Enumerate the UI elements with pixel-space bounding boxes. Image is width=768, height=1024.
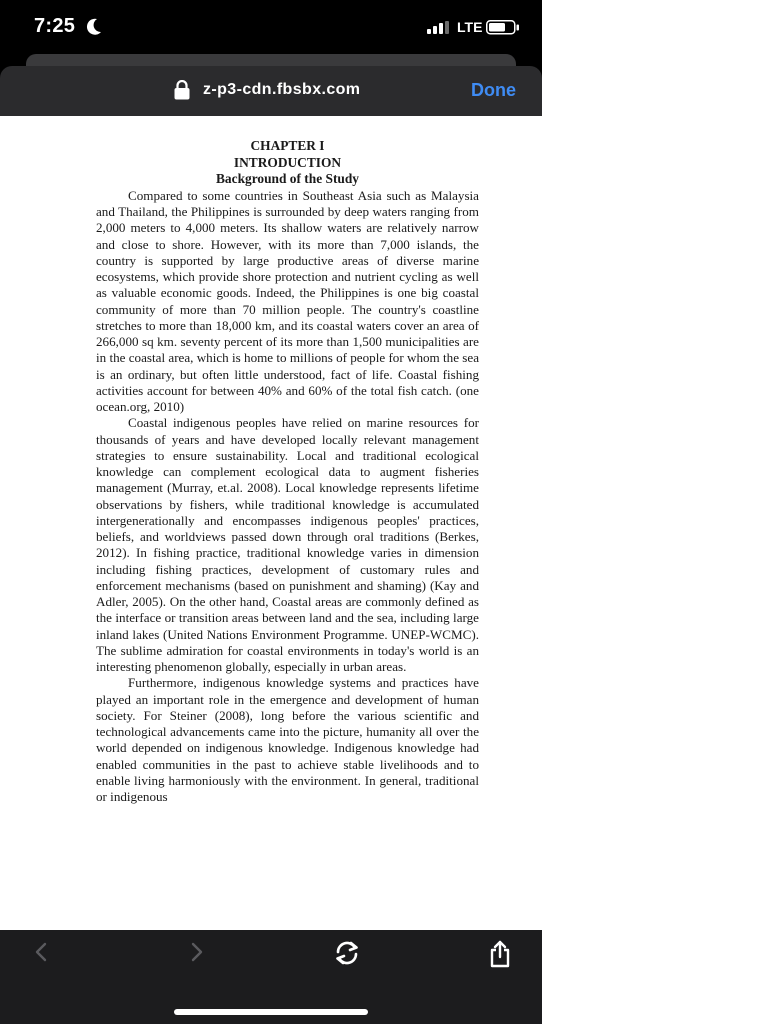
signal-icon	[427, 21, 449, 34]
document-page	[96, 138, 479, 805]
document-view[interactable]	[0, 116, 542, 930]
home-indicator[interactable]	[174, 1009, 368, 1015]
back-button[interactable]	[30, 940, 54, 969]
paragraph: Coastal indigenous peoples have relied on marine resources for thousands of years and have developed locally relevant management strategies to ensure sustainability. Local and traditional ecological knowledge can complement ecological data to augment fisheries management (Murray, et.al. 2008). Local knowledge represents lifetime observations by fishers, while traditional knowledge is accumulated intergenerationally and encompasses indigenous peoples' practices, beliefs, and worldviews passed down through oral traditions (Berkes, 2012). In fishing practice, traditional knowledge varies in dimension including fishing practices, development of customary rules and enforcement mechanisms (based on punishment and shaming) (Kay and Adler, 2005). On the other hand, Coastal areas are commonly defined as the interface or transition areas between land and the sea, including large inland lakes (United Nations Environment Programme. UNEP-WCMC). The sublime admiration for coastal environments in today's world is an interesting phenomenon globally, especially in urban areas.	[96, 415, 479, 675]
lock-icon	[174, 80, 190, 100]
refresh-icon	[332, 940, 362, 966]
status-time: 7:25	[34, 15, 76, 37]
status-bar	[0, 0, 542, 56]
bottom-toolbar	[0, 930, 542, 1024]
battery-icon	[486, 20, 520, 35]
paragraph: Furthermore, indigenous knowledge systems and practices have played an important role in the emergence and development of human society. For Steiner (2008), long before the various scientific and technological advancements came into the picture, humanity all over the world depended on indigenous knowledge. Indigenous knowledge had enabled communities in the past to achieve stable livelihoods and to enable living harmoniously with the environment. In general, traditional or indigenous	[96, 675, 479, 805]
share-button[interactable]	[488, 940, 512, 973]
refresh-button[interactable]	[332, 940, 362, 971]
chevron-right-icon	[184, 940, 208, 964]
moon-icon	[86, 18, 102, 36]
done-button[interactable]: Done	[471, 80, 516, 100]
browser-header	[0, 66, 542, 116]
subsection-heading: Background of the Study	[216, 171, 359, 187]
forward-button[interactable]	[184, 940, 208, 969]
section-heading: INTRODUCTION	[233, 154, 342, 170]
network-label: LTE	[457, 19, 483, 35]
chevron-left-icon	[30, 940, 54, 964]
chapter-heading: CHAPTER I	[250, 138, 325, 153]
url-text: z-p3-cdn.fbsbx.com	[203, 81, 361, 98]
paragraph: Compared to some countries in Southeast Asia such as Malaysia and Thailand, the Philippines is surrounded by deep waters ranging from 2,000 meters to 4,000 meters. Its shallow waters are relatively narrow and close to shore. However, with its more than 7,000 islands, the country is supported by large productive areas of diverse marine ecosystems, which provide shore protection and nutrient cycling as well as valuable economic goods. Indeed, the Philippines is one big coastal community of more than 70 million people. The country's coastline stretches to more than 18,000 km, and its coastal waters cover an area of 266,000 sq km. seventy percent of its more than 1,500 municipalities are in the coastal area, which is home to millions of people for whom the sea is an ordinary, but often little understood, fact of life. Coastal fishing activities account for between 40% and 60% of the total fish catch. (one ocean.org, 2010)	[96, 187, 479, 415]
share-icon	[488, 940, 512, 968]
